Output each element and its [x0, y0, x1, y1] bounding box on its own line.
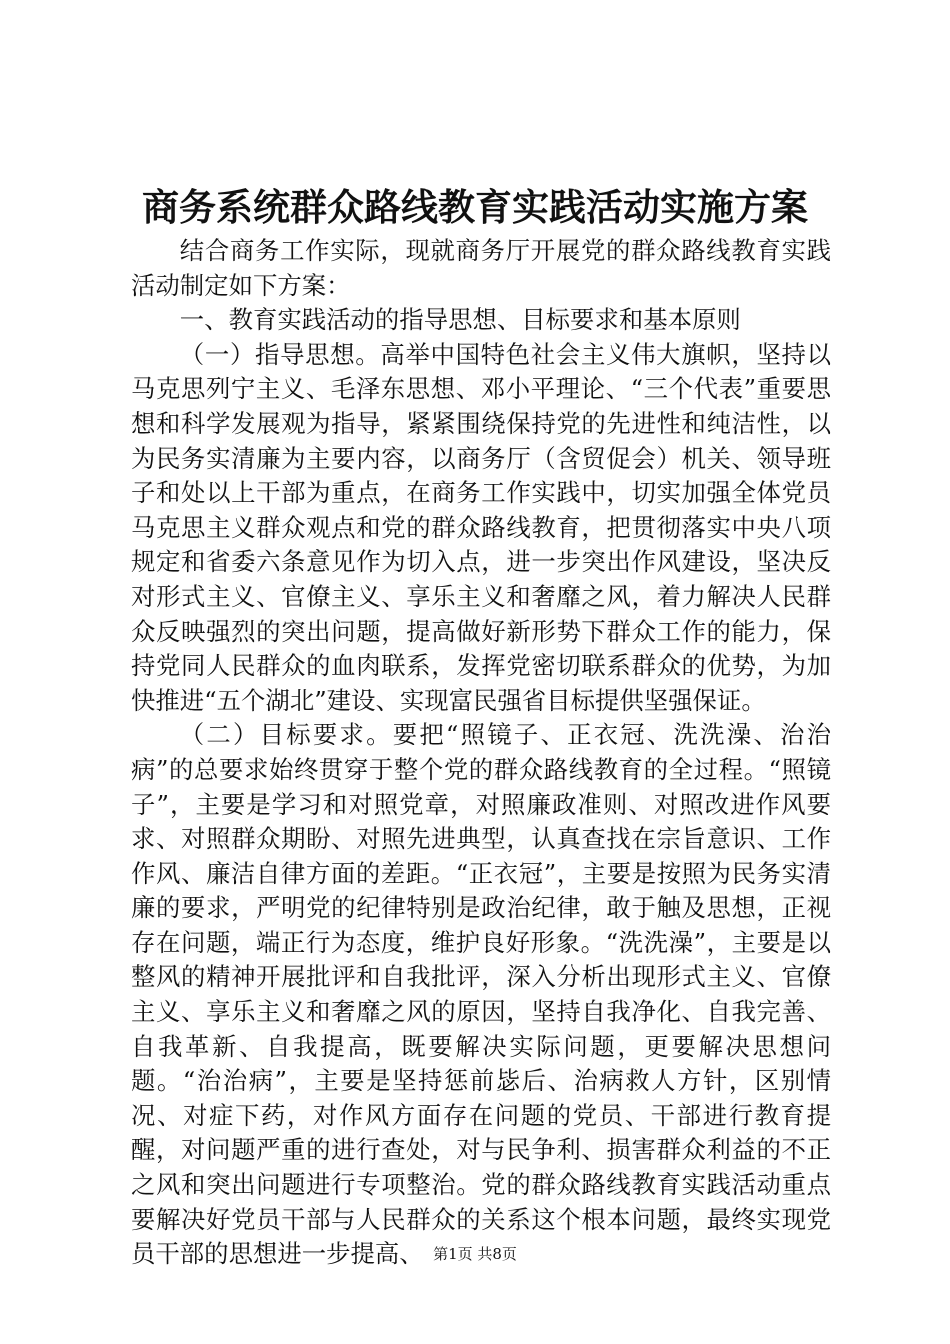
intro-paragraph: 结合商务工作实际，现就商务厅开展党的群众路线教育实践活动制定如下方案：: [131, 236, 831, 300]
section-heading: 一、教育实践活动的指导思想、目标要求和基本原则: [179, 305, 741, 335]
goals-paragraph: （二）目标要求。要把“照镜子、正衣冠、洗洗澡、治治病”的总要求始终贯穿于整个党的群众路线教育的全过程。“照镜子”，主要是学习和对照党章，对照廉政准则、对照改进作风要求、对照群众期盼、对照先进典型，认真查找在宗旨意识、工作作风、廉洁自律方面的差距。“正衣冠”，主要是按照为民务实清廉的要求，严明党的纪律特别是政治纪律，敢于触及思想，正视存在问题，端正行为态度，维护良好形象。“洗洗澡”，主要是以整风的精神开展批评和自我批评，深入分析出现形式主义、官僚主义、享乐主义和奢靡之风的原因，坚持自我净化、自我完善、自我革新、自我提高，既要解决实际问题，更要解决思想问题。“治治病”，主要是坚持惩前毖后、治病救人方针，区别情况、对症下药，对作风方面存在问题的党员、干部进行教育提醒，对问题严重的进行查处，对与民争利、损害群众利益的不正之风和突出问题进行专项整治。党的群众路线教育实践活动重点要解决好党员干部与人民群众的关系这个根本问题，最终实现党员干部的思想进一步提高、: [131, 720, 831, 1269]
page-footer: 第1页 共8页: [433, 1245, 517, 1263]
document-title: 商务系统群众路线教育实践活动实施方案: [142, 186, 808, 229]
document-body: [131, 234, 831, 1272]
guiding-thought-paragraph: （一）指导思想。高举中国特色社会主义伟大旗帜，坚持以马克思列宁主义、毛泽东思想、邓小平理论、“三个代表”重要思想和科学发展观为指导，紧紧围绕保持党的先进性和纯洁性，以为民务实清廉为主要内容，以商务厅（含贸促会）机关、领导班子和处以上干部为重点，在商务工作实践中，切实加强全体党员马克思主义群众观点和党的群众路线教育，把贯彻落实中央八项规定和省委六条意见作为切入点，进一步突出作风建设，坚决反对形式主义、官僚主义、享乐主义和奢靡之风，着力解决人民群众反映强烈的突出问题，提高做好新形势下群众工作的能力，保持党同人民群众的血肉联系，发挥党密切联系群众的优势，为加快推进“五个湖北”建设、实现富民强省目标提供坚强保证。: [131, 339, 831, 715]
